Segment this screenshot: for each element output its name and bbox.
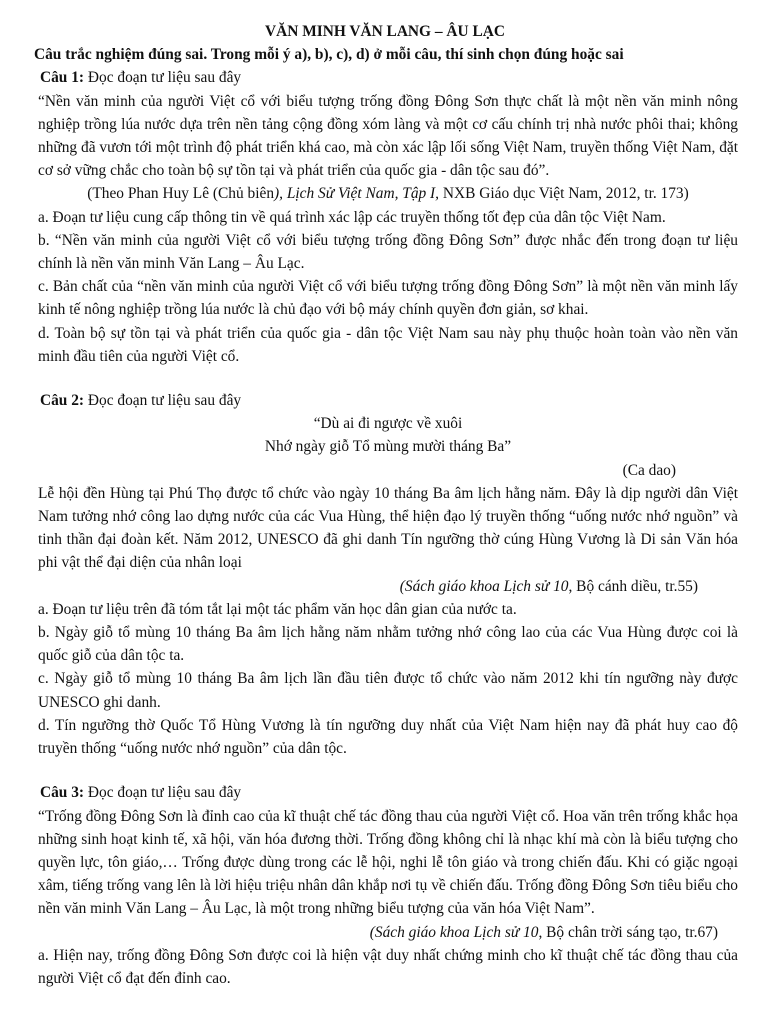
question-1-passage: “Nền văn minh của người Việt cổ với biểu tượng trống đồng Đông Sơn thực chất là một nền văn minh nông nghiệp trồng lúa nước dựa trên nền tảng cộng đồng xóm làng và một cơ cấu chính trị nhà nước phôi thai; không những đã vươn tới một trình độ phát triển khá cao, mà còn xác lập lối sống Việt Nam, truyền thống Việt Nam, đặt cơ sở vững chắc cho toàn bộ sự tồn tại và phát triển của quốc gia - dân tộc sau đó”. <box>38 92 738 180</box>
question-1-source-publisher: NXB Giáo dục Việt Nam, 2012, tr. 173) <box>439 185 689 203</box>
question-2-option-a: a. Đoạn tư liệu trên đã tóm tắt lại một tác phẩm văn học dân gian của nước ta. <box>38 600 517 618</box>
question-2-verse-line-1: “Dù ai đi ngược về xuôi <box>313 415 463 433</box>
question-2-passage: Lễ hội đền Hùng tại Phú Thọ được tổ chức vào ngày 10 tháng Ba âm lịch hằng năm. Đây là dịp người dân Việt Nam tưởng nhớ công lao dựng nước của các Vua Hùng, thể hiện đạo lý truyền thống “uống nước nhớ nguồn” và tinh thần đại đoàn kết. Năm 2012, UNESCO đã ghi danh Tín ngưỡng thờ cúng Hùng Vương là Di sản Văn hóa phi vật thể đại diện của nhân loại <box>38 484 738 572</box>
question-2-prompt: Đọc đoạn tư liệu sau đây <box>84 392 242 410</box>
question-3 <box>38 781 738 990</box>
question-3-source-publisher: , Bộ chân trời sáng tạo, tr.67) <box>538 923 718 941</box>
question-2-source-publisher: , Bộ cánh diều, tr.55) <box>568 577 698 595</box>
question-3-option-a: a. Hiện nay, trống đồng Đông Sơn được coi là hiện vật duy nhất chứng minh cho kĩ thuật chế tác đồng thau của người Việt cổ đạt đến đỉnh cao. <box>38 946 738 987</box>
worksheet-title: VĂN MINH VĂN LANG – ÂU LẠC <box>265 23 505 40</box>
question-2-source-book: (Sách giáo khoa Lịch sử 10 <box>399 577 569 595</box>
question-3-source-book: (Sách giáo khoa Lịch sử 10 <box>369 923 539 941</box>
question-1-prompt: Đọc đoạn tư liệu sau đây <box>84 69 242 87</box>
question-1-heading <box>38 66 738 89</box>
question-1-source-author: (Theo Phan Huy Lê (Chủ biên <box>87 185 275 203</box>
question-2-option-d: d. Tín ngưỡng thờ Quốc Tổ Hùng Vương là tín ngưỡng duy nhất của Việt Nam hiện nay đã phát huy cao độ truyền thống “uống nước nhớ nguồn” của dân tộc. <box>38 716 738 758</box>
question-1-source <box>38 182 738 205</box>
question-2-heading <box>38 389 738 412</box>
instruction-text: Câu trắc nghiệm đúng sai. Trong mỗi ý a), b), c), d) ở mỗi câu, thí sinh chọn đúng hoặc sai <box>34 46 624 64</box>
question-2-option-b: b. Ngày giỗ tổ mùng 10 tháng Ba âm lịch hằng năm nhằm tưởng nhớ công lao của các Vua Hùng được coi là quốc giỗ của dân tộc ta. <box>38 624 738 665</box>
question-2-verse-source: (Ca dao) <box>622 461 676 479</box>
question-1-option-d: d. Toàn bộ sự tồn tại và phát triển của quốc gia - dân tộc Việt Nam sau này phụ thuộc hoàn toàn vào nền văn minh đầu tiên của người Việt cổ. <box>38 324 738 365</box>
question-2 <box>38 389 738 760</box>
question-2-verse-line-2: Nhớ ngày giỗ Tổ mùng mười tháng Ba” <box>264 438 512 456</box>
question-3-passage: “Trống đồng Đông Sơn là đỉnh cao của kĩ thuật chế tác đồng thau của người Việt cổ. Hoa văn trên trống khắc họa những sinh hoạt kinh tế, xã hội, văn hóa đương thời. Trống đồng không chỉ là nhạc khí mà còn là biểu tượng cho quyền lực, tôn giáo,… Trống được dùng trong các lễ hội, nghi lễ tôn giáo và trong chiến đấu. Khi có giặc ngoại xâm, tiếng trống vang lên là lời hiệu triệu nhân dân khắp nơi tụ về chiến đấu. Trống đồng Đông Sơn tiêu biểu cho nền văn minh Văn Lang – Âu Lạc, là một trong những biểu tượng của văn hóa Việt Nam”. <box>38 807 738 918</box>
question-2-option-c: c. Ngày giỗ tổ mùng 10 tháng Ba âm lịch lần đầu tiên được tổ chức vào năm 2012 khi tín ngưỡng này được UNESCO ghi danh. <box>38 670 738 711</box>
question-2-label: Câu 2: <box>40 392 85 410</box>
question-3-prompt: Đọc đoạn tư liệu sau đây <box>84 784 242 802</box>
question-1-option-b: b. “Nền văn minh của người Việt cổ với biểu tượng trống đồng Đông Sơn” được nhắc đến trong đoạn tư liệu chính là nền văn minh Văn Lang – Âu Lạc. <box>38 231 738 273</box>
question-3-label: Câu 3: <box>40 784 85 802</box>
question-3-heading <box>38 781 738 804</box>
question-1-label: Câu 1: <box>40 69 85 87</box>
question-1 <box>38 66 738 368</box>
question-1-option-a: a. Đoạn tư liệu cung cấp thông tin về quá trình xác lập các truyền thống tốt đẹp của dân tộc Việt Nam. <box>38 208 666 226</box>
question-1-option-c: c. Bản chất của “nền văn minh của người Việt cổ với biểu tượng trống đồng Đông Sơn” là một nền văn minh lấy kinh tế nông nghiệp trồng lúa nước là chủ đạo với bộ máy chính quyền đơn giản, sơ khai. <box>38 278 738 319</box>
question-2-source <box>38 575 738 598</box>
question-3-source <box>38 921 738 944</box>
question-1-source-book: ), Lịch Sử Việt Nam, Tập I, <box>274 185 440 203</box>
